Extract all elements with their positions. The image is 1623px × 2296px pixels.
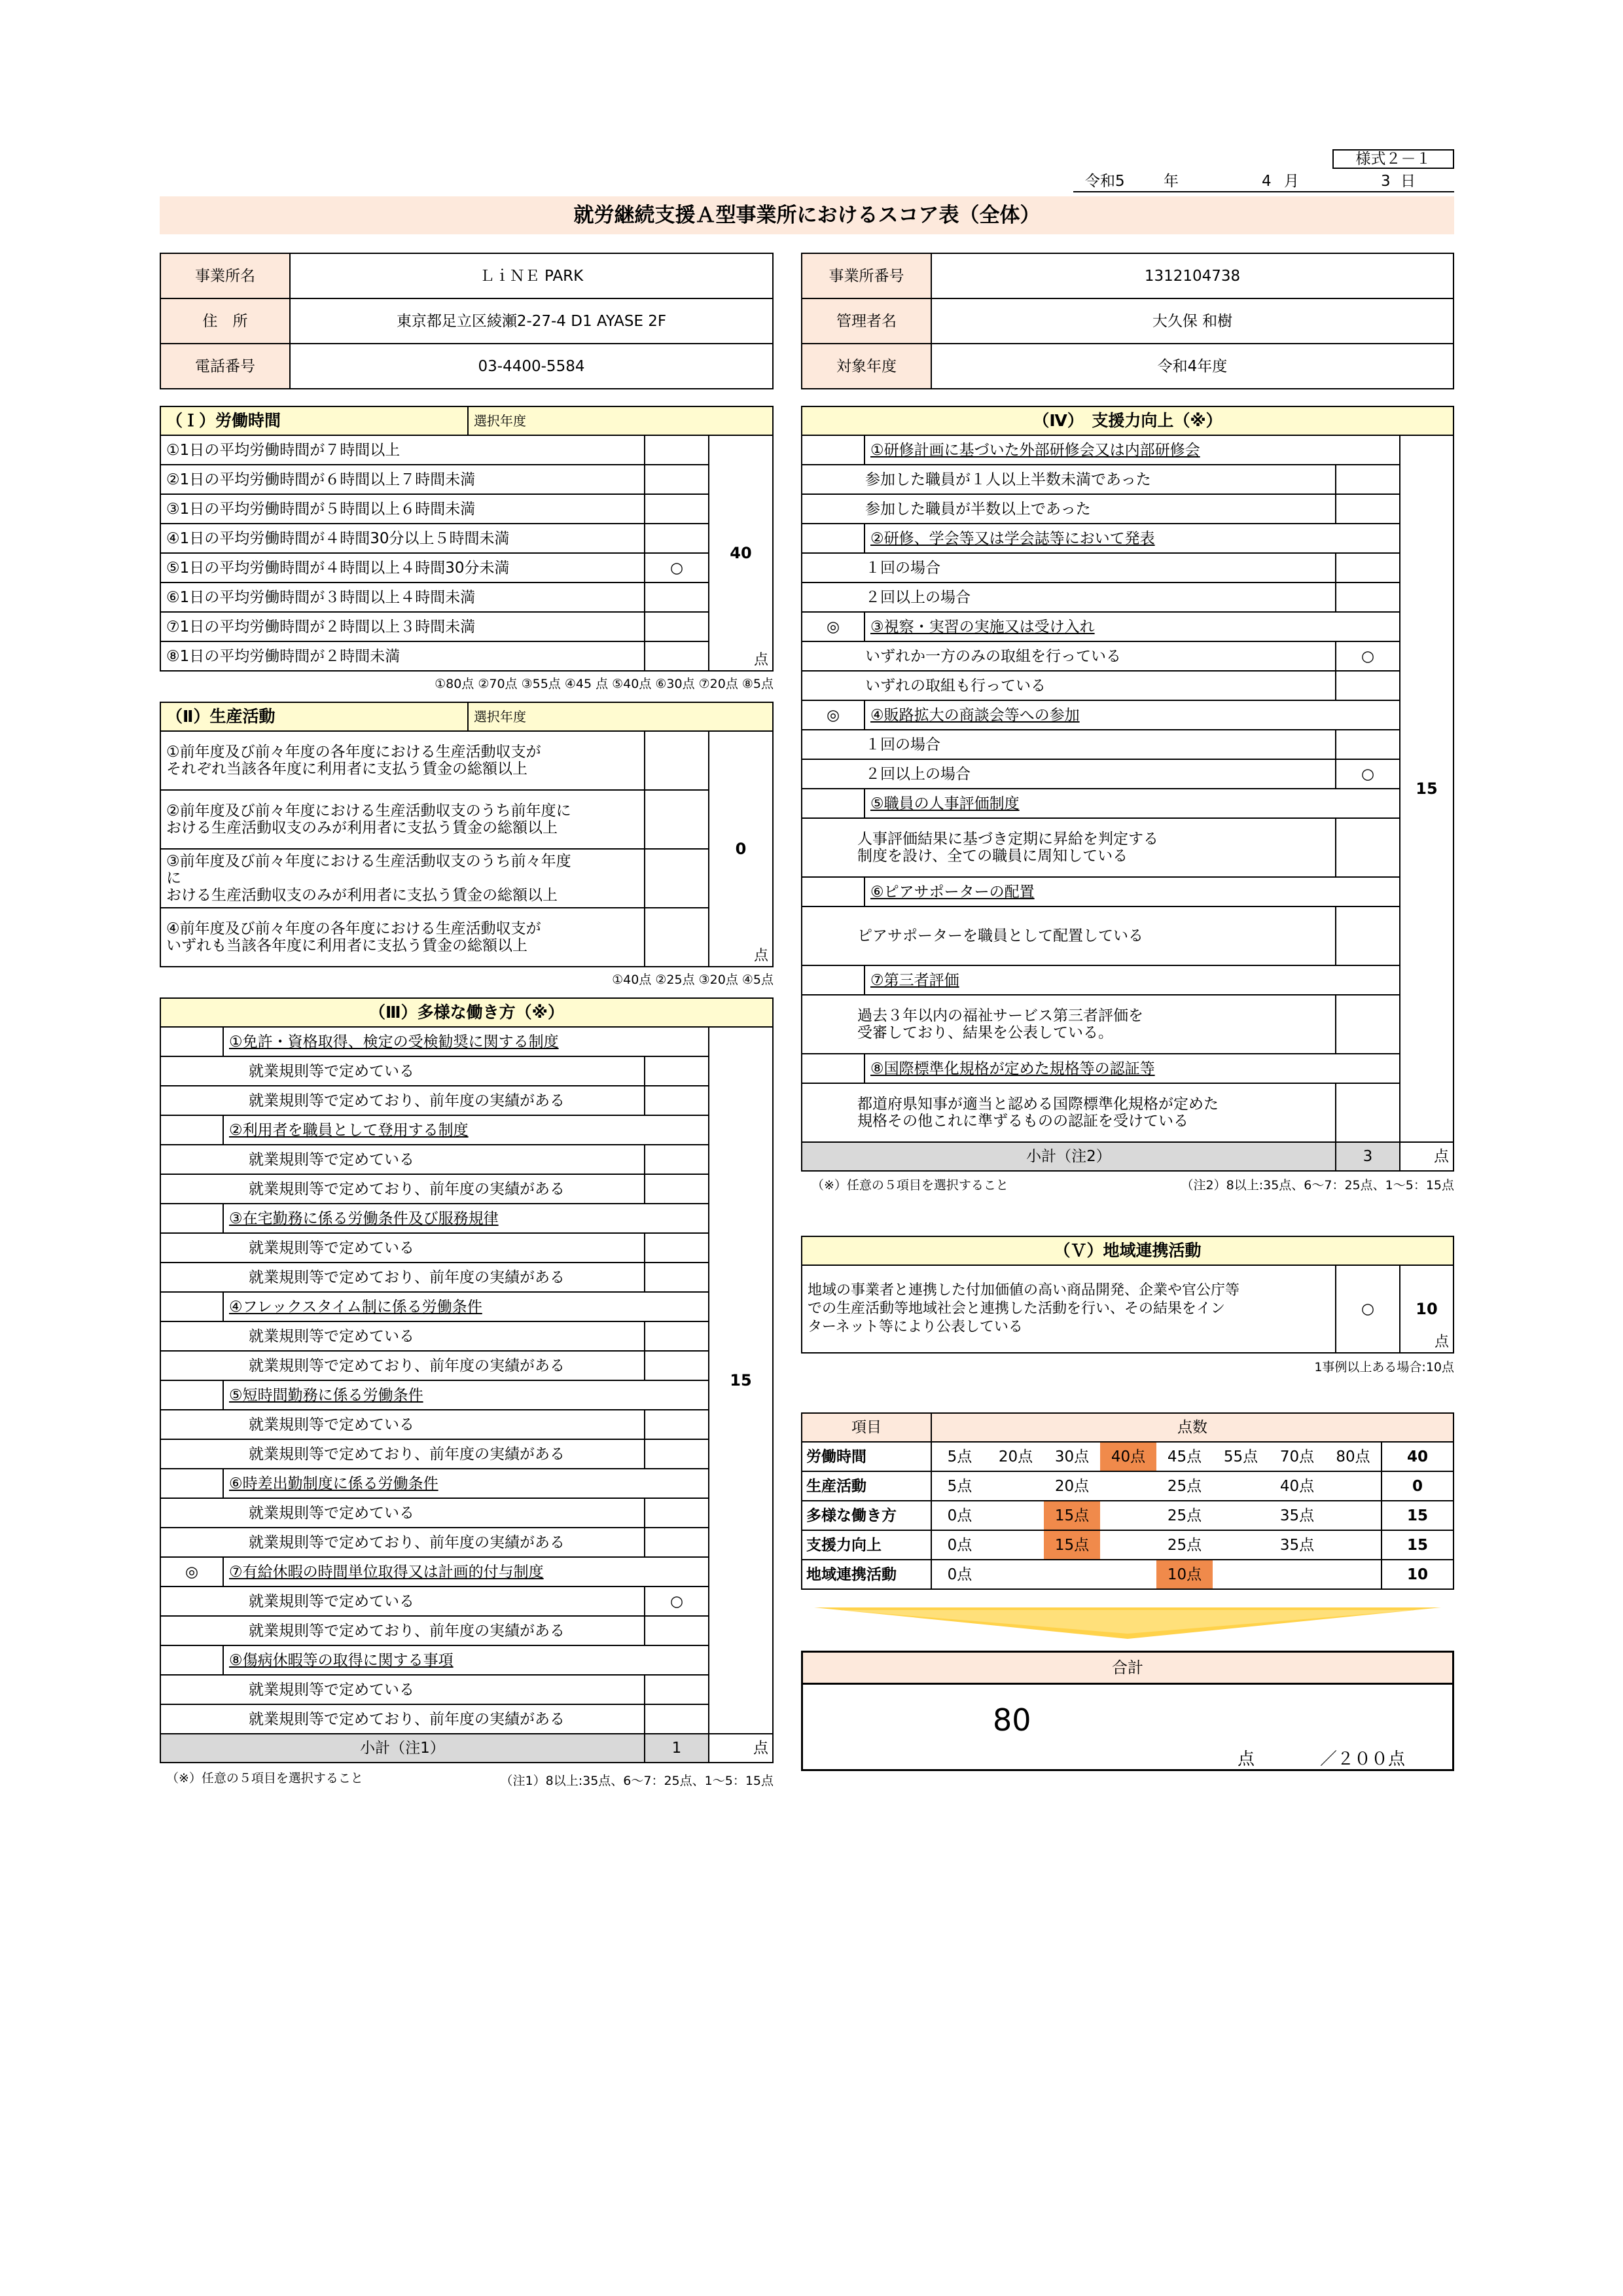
summary-cell: 10点 <box>1156 1560 1213 1589</box>
s4-sub-mark[interactable] <box>1336 583 1400 612</box>
s3-sub-item: 就業規則等で定めており、前年度の実績がある <box>160 1174 645 1204</box>
s2-item <box>160 908 645 967</box>
section-2-title: （Ⅱ）生産活動 <box>160 702 468 731</box>
summary-cell <box>1044 1560 1100 1589</box>
info-label: 電話番号 <box>160 344 290 389</box>
info-label: 事業所名 <box>160 253 290 298</box>
s4-sub-item <box>802 995 1336 1054</box>
summary-cell <box>1100 1471 1156 1501</box>
s2-item-line: おける生産活動収支のみが利用者に支払う賃金の総額以上 <box>166 819 558 836</box>
section-4-table <box>801 406 1454 1172</box>
s4-sub-item: いずれの取組も行っている <box>802 671 1336 700</box>
s2-item <box>160 731 645 790</box>
s1-item: ④1日の平均労働時間が４時間30分以上５時間未満 <box>160 524 645 553</box>
total-label: 合計 <box>803 1653 1452 1685</box>
summary-cell <box>988 1560 1044 1589</box>
s3-subtotal: 1 <box>645 1734 709 1763</box>
summary-cell <box>988 1530 1044 1560</box>
s4-item-head: ⑧国際標準化規格が定めた規格等の認証等 <box>865 1054 1400 1083</box>
s3-note-left: （※）任意の５項目を選択すること <box>166 1771 363 1785</box>
s4-select-mark[interactable] <box>802 789 865 818</box>
s2-item-line: ③前年度及び前々年度における生産活動収支のうち前々年度 <box>166 853 571 870</box>
select-year-text: 選択年度 <box>474 709 526 725</box>
summary-row-name: 多様な働き方 <box>802 1501 931 1530</box>
s1-score-cell <box>709 435 773 671</box>
s4-sub-mark[interactable]: ○ <box>1336 759 1400 789</box>
info-right-table <box>801 253 1454 389</box>
s3-sub-mark[interactable] <box>645 1233 709 1263</box>
s4-item-head: ⑥ピアサポーターの配置 <box>865 877 1400 906</box>
s4-select-mark[interactable] <box>802 1054 865 1083</box>
s3-sub-item: 就業規則等で定めており、前年度の実績がある <box>160 1616 645 1645</box>
s2-mark[interactable] <box>645 849 709 908</box>
summary-cell: 80点 <box>1325 1442 1382 1471</box>
summary-cell <box>1100 1530 1156 1560</box>
summary-cell: 25点 <box>1156 1530 1213 1560</box>
s5-text-line: 地域の事業者と連携した付加価値の高い商品開発、企業や官公庁等 <box>808 1282 1240 1299</box>
target-year: 令和4年度 <box>931 344 1454 389</box>
s3-sub-mark[interactable] <box>645 1174 709 1204</box>
s3-sub-mark[interactable] <box>645 1410 709 1439</box>
summary-col-item: 項目 <box>802 1413 931 1442</box>
s4-item-head: ②研修、学会等又は学会誌等において発表 <box>865 524 1400 553</box>
summary-cell <box>988 1471 1044 1501</box>
s2-mark[interactable] <box>645 731 709 790</box>
s1-item: ⑥1日の平均労働時間が３時間以上４時間未満 <box>160 583 645 612</box>
s1-mark[interactable] <box>645 465 709 494</box>
summary-cell <box>1100 1560 1156 1589</box>
s3-sub-mark[interactable] <box>645 1704 709 1734</box>
s2-note: ①40点 ②25点 ③20点 ④5点 <box>612 973 774 987</box>
s2-item-line: ②前年度及び前々年度における生産活動収支のうち前年度に <box>166 802 571 819</box>
s3-sub-item: 就業規則等で定めており、前年度の実績がある <box>160 1263 645 1292</box>
s3-sub-mark[interactable] <box>645 1439 709 1469</box>
s2-unit: 点 <box>753 948 768 964</box>
s4-item-head: ①研修計画に基づいた外部研修会又は内部研修会 <box>865 435 1400 465</box>
s3-unit: 点 <box>709 1734 773 1763</box>
s4-sub-item <box>802 818 1336 877</box>
summary-cell: 35点 <box>1269 1530 1325 1560</box>
s3-item-head: ④フレックスタイム制に係る労働条件 <box>223 1292 709 1321</box>
s4-sub-mark[interactable] <box>1336 995 1400 1054</box>
s3-sub-mark[interactable] <box>645 1675 709 1704</box>
s4-sub-line: 人事評価結果に基づき定期に昇給を判定する <box>857 831 1158 848</box>
address: 東京都足立区綾瀬2-27-4 D1 AYASE 2F <box>290 298 773 344</box>
s4-select-mark[interactable] <box>802 965 865 995</box>
summary-cell <box>1325 1501 1382 1530</box>
s4-item-head: ④販路拡大の商談会等への参加 <box>865 700 1400 730</box>
s4-item-head: ⑦第三者評価 <box>865 965 1400 995</box>
s4-sub-item: １回の場合 <box>802 553 1336 583</box>
select-year-label <box>468 406 773 435</box>
s3-sub-mark[interactable] <box>645 1351 709 1380</box>
s2-mark[interactable] <box>645 790 709 849</box>
s3-sub-item: 就業規則等で定めている <box>160 1233 645 1263</box>
summary-cell <box>1269 1560 1325 1589</box>
s3-sub-item: 就業規則等で定めており、前年度の実績がある <box>160 1528 645 1557</box>
date-month-label: 月 <box>1284 173 1299 190</box>
summary-cell: 55点 <box>1213 1442 1269 1471</box>
s1-score: 40 <box>730 544 752 562</box>
summary-row-total: 10 <box>1382 1560 1454 1589</box>
s4-sub-item: ２回以上の場合 <box>802 759 1336 789</box>
s4-score-cell <box>1400 435 1454 1142</box>
summary-cell: 30点 <box>1044 1442 1100 1471</box>
s1-mark[interactable] <box>645 641 709 671</box>
section-3-title: （Ⅲ）多様な働き方（※） <box>160 998 773 1027</box>
total-max: ／２００点 <box>1320 1749 1406 1769</box>
s3-select-mark[interactable] <box>160 1380 223 1410</box>
date-line <box>1073 171 1454 192</box>
s4-subtotal-label: 小計（注2） <box>802 1142 1336 1171</box>
s4-select-mark[interactable] <box>802 877 865 906</box>
s4-sub-item: いずれか一方のみの取組を行っている <box>802 641 1336 671</box>
s4-sub-line: 都道府県知事が適当と認める国際標準化規格が定めた <box>857 1096 1219 1113</box>
s3-sub-mark[interactable] <box>645 1498 709 1528</box>
s3-sub-item: 就業規則等で定めている <box>160 1498 645 1528</box>
office-number: 1312104738 <box>931 253 1454 298</box>
s4-sub-mark[interactable] <box>1336 465 1400 494</box>
s3-sub-item: 就業規則等で定めている <box>160 1145 645 1174</box>
s1-mark[interactable]: ○ <box>645 553 709 583</box>
info-label: 対象年度 <box>802 344 931 389</box>
s4-sub-mark[interactable] <box>1336 818 1400 877</box>
s2-item <box>160 790 645 849</box>
s4-unit: 点 <box>1400 1142 1454 1171</box>
s1-item: ③1日の平均労働時間が５時間以上６時間未満 <box>160 494 645 524</box>
summary-row-name: 生産活動 <box>802 1471 931 1501</box>
total-value: 80 <box>993 1702 1031 1738</box>
s4-note-left: （※）任意の５項目を選択すること <box>812 1178 1008 1193</box>
s1-mark[interactable] <box>645 612 709 641</box>
s4-sub-line: 制度を設け、全ての職員に周知している <box>857 848 1128 865</box>
s4-sub-mark[interactable] <box>1336 1083 1400 1142</box>
date-month: 4 <box>1262 173 1272 190</box>
date-day-label: 日 <box>1400 173 1416 190</box>
summary-col-points: 点数 <box>931 1413 1454 1442</box>
s4-sub-mark[interactable] <box>1336 494 1400 524</box>
phone: 03-4400-5584 <box>290 344 773 389</box>
total-unit: 点 <box>1238 1749 1255 1769</box>
summary-cell: 20点 <box>988 1442 1044 1471</box>
summary-cell: 25点 <box>1156 1471 1213 1501</box>
summary-cell: 20点 <box>1044 1471 1100 1501</box>
s4-sub-item: ２回以上の場合 <box>802 583 1336 612</box>
s1-mark[interactable] <box>645 583 709 612</box>
s3-select-mark[interactable] <box>160 1204 223 1233</box>
select-year-label <box>468 702 773 731</box>
s5-score: 10 <box>1416 1300 1438 1318</box>
summary-cell: 0点 <box>931 1501 988 1530</box>
s1-mark[interactable] <box>645 524 709 553</box>
summary-cell: 45点 <box>1156 1442 1213 1471</box>
s1-item: ⑧1日の平均労働時間が２時間未満 <box>160 641 645 671</box>
s4-sub-item <box>802 906 1336 965</box>
s4-score: 15 <box>1416 780 1438 798</box>
s4-sub-line: ピアサポーターを職員として配置している <box>857 927 1143 944</box>
manager-name: 大久保 和樹 <box>931 298 1454 344</box>
s3-select-mark[interactable] <box>160 1027 223 1056</box>
summary-cell: 70点 <box>1269 1442 1325 1471</box>
summary-cell: 0点 <box>931 1560 988 1589</box>
s2-score: 0 <box>735 840 747 858</box>
date-era: 令和5 <box>1085 173 1125 190</box>
form-number: 様式２－１ <box>1332 149 1454 169</box>
summary-row-name: 労働時間 <box>802 1442 931 1471</box>
page-title: 就労継続支援Ａ型事業所におけるスコア表（全体） <box>160 196 1454 234</box>
s3-sub-item: 就業規則等で定めている <box>160 1587 645 1616</box>
summary-cell <box>988 1501 1044 1530</box>
s3-item-head: ⑧傷病休暇等の取得に関する事項 <box>223 1645 709 1675</box>
s4-select-mark[interactable] <box>802 435 865 465</box>
summary-cell <box>1213 1501 1269 1530</box>
summary-row-total: 15 <box>1382 1530 1454 1560</box>
s4-item-head: ⑤職員の人事評価制度 <box>865 789 1400 818</box>
s4-select-mark[interactable] <box>802 524 865 553</box>
s4-select-mark[interactable]: ◎ <box>802 700 865 730</box>
s4-sub-line: 受審しており、結果を公表している。 <box>857 1024 1113 1041</box>
s3-sub-item: 就業規則等で定めている <box>160 1675 645 1704</box>
s5-text-line: ターネット等により公表している <box>808 1319 1023 1335</box>
summary-cell <box>1213 1530 1269 1560</box>
s3-item-head: ③在宅勤務に係る労働条件及び服務規律 <box>223 1204 709 1233</box>
s4-sub-item: 参加した職員が１人以上半数未満であった <box>802 465 1336 494</box>
summary-row-name: 地域連携活動 <box>802 1560 931 1589</box>
summary-row-name: 支援力向上 <box>802 1530 931 1560</box>
summary-cell: 25点 <box>1156 1501 1213 1530</box>
summary-cell: 5点 <box>931 1471 988 1501</box>
info-left-table <box>160 253 774 389</box>
s3-item-head: ⑦有給休暇の時間単位取得又は計画的付与制度 <box>223 1557 709 1587</box>
s3-sub-item: 就業規則等で定めている <box>160 1410 645 1439</box>
section-1-table <box>160 406 774 672</box>
s1-mark[interactable] <box>645 435 709 465</box>
total-box <box>801 1651 1454 1771</box>
info-label: 事業所番号 <box>802 253 931 298</box>
s3-select-mark[interactable] <box>160 1469 223 1498</box>
s3-item-head: ⑤短時間勤務に係る労働条件 <box>223 1380 709 1410</box>
summary-cell: 40点 <box>1100 1442 1156 1471</box>
summary-cell <box>1213 1471 1269 1501</box>
s3-sub-mark[interactable]: ○ <box>645 1587 709 1616</box>
s3-sub-mark[interactable] <box>645 1263 709 1292</box>
s2-item-line: いずれも当該各年度に利用者に支払う賃金の総額以上 <box>166 937 527 954</box>
s3-sub-item: 就業規則等で定めている <box>160 1056 645 1086</box>
s4-sub-mark[interactable] <box>1336 671 1400 700</box>
s3-sub-item: 就業規則等で定めており、前年度の実績がある <box>160 1086 645 1115</box>
s4-sub-mark[interactable] <box>1336 730 1400 759</box>
s1-mark[interactable] <box>645 494 709 524</box>
s5-note: 1事例以上ある場合:10点 <box>1314 1360 1454 1374</box>
s4-sub-mark[interactable] <box>1336 553 1400 583</box>
section-5-title: （Ｖ）地域連携活動 <box>802 1236 1454 1265</box>
s2-item-line: に <box>166 870 181 887</box>
s2-item <box>160 849 645 908</box>
s4-sub-item: １回の場合 <box>802 730 1336 759</box>
s5-text <box>802 1265 1336 1353</box>
s3-subtotal-label: 小計（注1） <box>160 1734 645 1763</box>
s4-note-right: （注2）8以上:35点、6～7：25点、1～5：15点 <box>1181 1178 1454 1193</box>
s3-item-head: ①免許・資格取得、検定の受検勧奨に関する制度 <box>223 1027 709 1056</box>
s5-score-cell <box>1400 1265 1454 1353</box>
s3-sub-mark[interactable] <box>645 1321 709 1351</box>
summary-cell: 5点 <box>931 1442 988 1471</box>
s5-unit: 点 <box>1434 1334 1449 1350</box>
office-name: ＬｉＮＥ PARK <box>290 253 773 298</box>
s2-item-line: それぞれ当該各年度に利用者に支払う賃金の総額以上 <box>166 761 527 778</box>
select-year-text: 選択年度 <box>474 413 526 429</box>
s1-unit: 点 <box>753 652 768 668</box>
s2-mark[interactable] <box>645 908 709 967</box>
summary-cell: 40点 <box>1269 1471 1325 1501</box>
s2-item-line: おける生産活動収支のみが利用者に支払う賃金の総額以上 <box>166 887 558 904</box>
s3-score-cell <box>709 1027 773 1734</box>
summary-cell <box>1325 1471 1382 1501</box>
s3-sub-item: 就業規則等で定めており、前年度の実績がある <box>160 1351 645 1380</box>
section-5-table <box>801 1236 1454 1354</box>
s3-sub-mark[interactable] <box>645 1616 709 1645</box>
date-day: 3 <box>1381 173 1391 190</box>
info-label: 管理者名 <box>802 298 931 344</box>
s3-select-mark[interactable] <box>160 1292 223 1321</box>
s1-item: ②1日の平均労働時間が６時間以上７時間未満 <box>160 465 645 494</box>
summary-cell <box>1325 1530 1382 1560</box>
s1-item: ⑤1日の平均労働時間が４時間以上４時間30分未満 <box>160 553 645 583</box>
summary-cell <box>1213 1560 1269 1589</box>
s3-sub-mark[interactable] <box>645 1056 709 1086</box>
section-2-table <box>160 702 774 967</box>
summary-cell: 15点 <box>1044 1501 1100 1530</box>
s1-note: ①80点 ②70点 ③55点 ④45 点 ⑤40点 ⑥30点 ⑦20点 ⑧5点 <box>435 677 774 691</box>
s1-item: ①1日の平均労働時間が７時間以上 <box>160 435 645 465</box>
summary-cell: 35点 <box>1269 1501 1325 1530</box>
section-3-table <box>160 997 774 1763</box>
s4-sub-item <box>802 1083 1336 1142</box>
s3-sub-mark[interactable] <box>645 1145 709 1174</box>
section-1-title: （Ｉ）労働時間 <box>160 406 468 435</box>
s1-item: ⑦1日の平均労働時間が２時間以上３時間未満 <box>160 612 645 641</box>
s4-subtotal: 3 <box>1336 1142 1400 1171</box>
summary-cell: 15点 <box>1044 1530 1100 1560</box>
s3-note-right: （注1）8以上:35点、6～7：25点、1～5：15点 <box>500 1774 774 1788</box>
info-label: 住 所 <box>160 298 290 344</box>
summary-cell <box>1100 1501 1156 1530</box>
s4-sub-line: 過去３年以内の福祉サービス第三者評価を <box>857 1007 1143 1024</box>
s3-select-mark[interactable] <box>160 1645 223 1675</box>
summary-row-total: 15 <box>1382 1501 1454 1530</box>
s4-sub-line: 規格その他これに準ずるものの認証を受けている <box>857 1113 1188 1130</box>
s2-item-line: ①前年度及び前々年度の各年度における生産活動収支が <box>166 744 541 761</box>
summary-row-total: 0 <box>1382 1471 1454 1501</box>
s2-item-line: ④前年度及び前々年度の各年度における生産活動収支が <box>166 920 541 937</box>
section-4-title: （Ⅳ） 支援力向上（※） <box>802 406 1454 435</box>
s3-sub-item: 就業規則等で定めており、前年度の実績がある <box>160 1704 645 1734</box>
date-year-label: 年 <box>1164 173 1179 190</box>
s4-sub-mark[interactable] <box>1336 906 1400 965</box>
s3-select-mark[interactable]: ◎ <box>160 1557 223 1587</box>
s3-score: 15 <box>730 1371 752 1390</box>
summary-row-total: 40 <box>1382 1442 1454 1471</box>
s3-sub-mark[interactable] <box>645 1528 709 1557</box>
s4-select-mark[interactable]: ◎ <box>802 612 865 641</box>
s5-mark[interactable]: ○ <box>1336 1265 1400 1353</box>
summary-cell <box>1325 1560 1382 1589</box>
s4-sub-mark[interactable]: ○ <box>1336 641 1400 671</box>
s5-text-line: での生産活動等地域社会と連携した活動を行い、その結果をイン <box>808 1300 1226 1317</box>
summary-cell: 0点 <box>931 1530 988 1560</box>
s4-sub-item: 参加した職員が半数以上であった <box>802 494 1336 524</box>
down-arrow-icon <box>814 1607 1441 1639</box>
s3-sub-item: 就業規則等で定めている <box>160 1321 645 1351</box>
s4-item-head: ③視察・実習の実施又は受け入れ <box>865 612 1400 641</box>
s3-sub-mark[interactable] <box>645 1086 709 1115</box>
s3-sub-item: 就業規則等で定めており、前年度の実績がある <box>160 1439 645 1469</box>
s3-item-head: ⑥時差出勤制度に係る労働条件 <box>223 1469 709 1498</box>
s3-item-head: ②利用者を職員として登用する制度 <box>223 1115 709 1145</box>
s3-select-mark[interactable] <box>160 1115 223 1145</box>
s2-score-cell <box>709 731 773 967</box>
summary-table <box>801 1412 1454 1590</box>
